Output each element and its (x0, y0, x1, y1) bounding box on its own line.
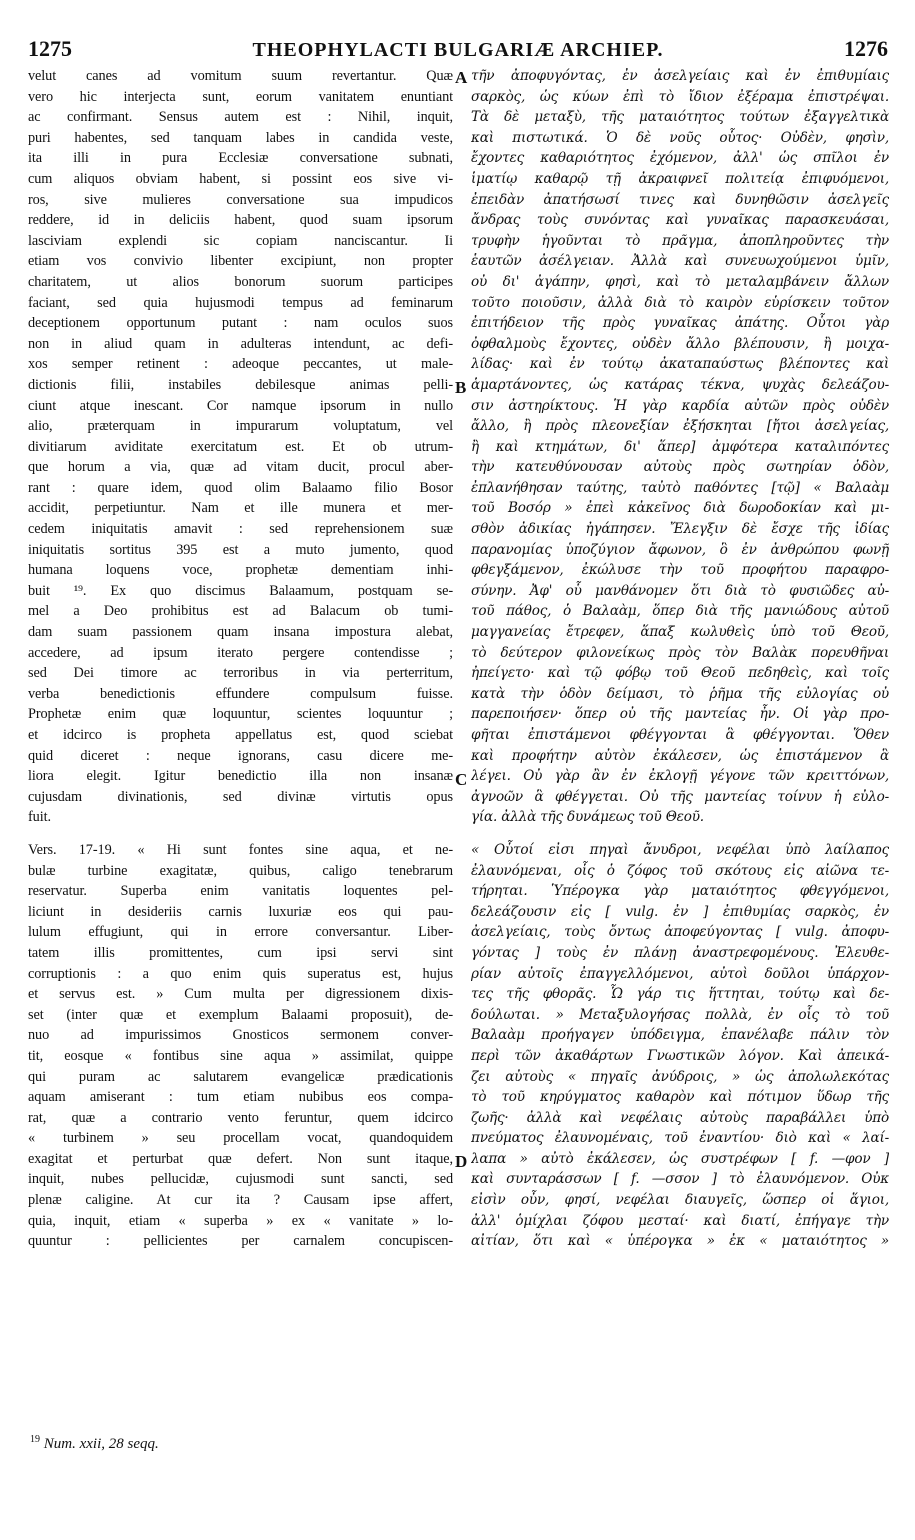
running-title: THEOPHYLACTI BULGARIÆ ARCHIEP. (252, 39, 664, 61)
text-line: καὶ προφήτην αὐτὸν ἐκάλεσεν, ὡς ἐπιστάμενον ἃ (471, 747, 889, 764)
text-line: Βαλαὰμ προήγαγεν ὑπόδειγμα, ἐπανέλαβε πάλιν τὸν (471, 1027, 889, 1044)
text-line: bulæ turbine exagitatæ, quibus, caligo tenebrarum (28, 862, 453, 879)
marker-b: B (455, 378, 467, 397)
text-line: λίδας· καὶ ἐν τούτῳ ἀκαταπαύστως βλέποντες καὶ (471, 356, 889, 373)
marker-a: A (455, 68, 468, 87)
text-line: dictionis filii, instabiles debilesque animas pelli- (28, 376, 453, 393)
text-line: λέγει. Οὐ γὰρ ἂν ἐν ἐκλογῇ γέγονε τῶν κρειττόνων, (471, 768, 889, 785)
text-line: set (inter quæ et exemplum Balaami proposuit), de- (28, 1006, 453, 1023)
text-line: παρεποιήσεν· ὅπερ οὐ τῆς μαντείας ἦν. Οἱ γὰρ προ- (471, 706, 889, 723)
text-line: σθὸν ἀδικίας ἠγάπησεν. Ἔλεγξιν δὲ ἔσχε τῆς ἰδίας (471, 521, 889, 538)
text-line: plenæ caligine. At cur ita ? Causam ipse affert, (28, 1192, 453, 1209)
text-line: τήρηται. Ὑπέρογκα γὰρ ματαιότητος φθεγγόμενοι, (471, 883, 889, 900)
text-line: ἁμαρτάνοντες, ὡς κατάρας τέκνα, ψυχὰς δελεάζου- (471, 376, 889, 393)
text-line: ἱματίῳ καθαρῷ τῇ ἀκραιφνεῖ πολιτείᾳ ἐπιφυόμενοι, (471, 170, 889, 187)
text-line: ἐπιτήδειον τῆς πρὸς γυναῖκας ἀπάτης. Οὗτοι γὰρ (471, 315, 889, 332)
text-line: ζει αὐτοὺς « πηγαῖς ἀνύδροις, » ὡς ἀπολωλεκότας (471, 1068, 889, 1085)
text-line: humana loquens voce, prophetæ dementiam inhi- (28, 562, 453, 579)
text-line: ἢ καὶ κτημάτων, δι' ἅπερ] ἀμφότερα καταλιπόντες (471, 438, 889, 455)
text-line: ita illi in pura Ecclesiæ conversatione subnati, (28, 150, 453, 167)
text-line: « turbinem » seu procellam vocat, quandoquidem (28, 1130, 453, 1147)
greek-column (471, 66, 889, 1486)
text-line: παρανομίας ὑποζύγιον ἄφωνον, ὃ ἐν ἀνθρώπου φωνῇ (471, 541, 889, 558)
text-columns (28, 66, 888, 1486)
text-line: qui puram ac salutarem evangelicæ prædicationis (28, 1068, 453, 1085)
text-line: nuo ad impurissimos Gnosticos sermonem conver- (28, 1027, 453, 1044)
footnote (30, 1434, 430, 1453)
text-line: exagitat et perturbat quæ defert. Non sunt itaque, (28, 1150, 453, 1167)
text-line: τῆν ἀποφυγόντας, ἐν ἀσελγείαις καὶ ἐν ἐπιθυμίαις (471, 68, 889, 84)
text-line: καὶ πιστωτικά. Ὁ δὲ νοῦς οὗτος· Οὐδὲν, φησὶν, (471, 129, 889, 146)
text-line: τρυφὴν ἡγοῦνται τὸ πρᾶγμα, ἀποπληροῦντες τὴν (471, 232, 889, 249)
text-line: fuit. (28, 809, 51, 826)
text-line: et servus est. » Cum multa per digressionem dixis- (28, 986, 453, 1003)
text-line: καὶ συνταράσσων [ f. —σσον ] τὸ ἐλαυνόμενον. Οὐκ (471, 1171, 889, 1188)
section-markers (453, 66, 471, 1486)
text-line: ἔχοντες καθαριότητος ἐχόμενον, ἀλλ' ὡς σπῖλοι ἐν (471, 150, 889, 167)
text-line: deceptionem opportunum putant : nam oculos suos (28, 315, 453, 332)
text-line: tit, eosque « fontibus sine aqua » assimilat, quippe (28, 1047, 453, 1064)
text-line: ἄλλο, ἢ πρὸς πλεονεξίαν ἐξήσκηται [ἤτοι ἀσελγείας, (471, 418, 889, 435)
text-line: quia, inquit, etiam « superba » ex « vanitate » lo- (28, 1212, 453, 1229)
text-line: τοῦ Βοσόρ » ἐπεὶ κἀκεῖνος διὰ δωροδοκίαν καὶ μι- (471, 500, 889, 517)
text-line: ἀγνοῶν ἃ φθέγγεται. Οὐ τῆς μαντείας τοίνυν ἡ εὐλο- (471, 788, 889, 805)
text-line: charitatem, ut alios bonorum suorum participes (28, 273, 453, 290)
text-line: γία. ἀλλὰ τῆς δυνάμεως τοῦ Θεοῦ. (471, 809, 704, 826)
text-line: σαρκὸς, ὡς κύων ἐπὶ τὸ ἴδιον ἐξέραμα ἐπιστρέψαι. (471, 88, 889, 105)
text-line: κατὰ τὴν ὁδὸν δείμασι, τὸ ῥῆμα τῆς εὐλογίας οὐ (471, 685, 889, 702)
text-line: Τὰ δὲ μεταξὺ, τῆς ματαιότητος τούτων ἐξαγγελτικὰ (471, 109, 889, 126)
footnote-text: Num. xxii, 28 seqq. (43, 1436, 159, 1452)
text-line: τοῦτο ποιοῦσιν, ἀλλὰ διὰ τὸ καιρὸν εὑρίσκειν τοῦτον (471, 294, 889, 311)
latin-column (28, 66, 453, 1486)
text-line: accedere, ad ipsum iterato pergere contendisse ; (28, 644, 453, 661)
text-line: γόντας ] τοὺς ἐν πλάνῃ ἀναστρεφομένους. Ἐλευθε- (471, 944, 889, 961)
text-line: « Οὗτοί εἰσι πηγαὶ ἄνυδροι, νεφέλαι ὑπὸ λαίλαπος (471, 841, 889, 858)
text-line: aquam amiserant : tum etiam nubibus eos compa- (28, 1089, 453, 1106)
text-line: ἑαυτῶν ἀσέλγειαν. Ἀλλὰ καὶ συνευωχούμενοι ὑμῖν, (471, 253, 889, 270)
running-header (28, 36, 888, 66)
text-line: ac confirmant. Sensus autem est : Nihil, inquit, (28, 109, 453, 126)
text-line: reservatur. Superba enim vanitatis loquentes pel- (28, 883, 453, 900)
text-line: mel a Deo prohibitus est ad Balacum ob tumi- (28, 603, 453, 620)
text-line: οὐ δι' ἀγάπην, φησὶ, καὶ τὸ μεταλαμβάνειν ἄλλων (471, 273, 889, 290)
text-line: μαγγανείας ἔτρεφεν, ἅπαξ κωλυθεὶς ὑπὸ τοῦ Θεοῦ, (471, 624, 889, 641)
text-line: Prophetæ enim quæ loquuntur, scientes loquuntur ; (28, 706, 453, 723)
page-number-left: 1275 (28, 36, 72, 61)
text-line: reddere, id in deliciis habent, quod suam ipsorum (28, 212, 453, 229)
text-line: corruptionis : a quo enim quis superatus est, hujus (28, 965, 453, 982)
text-line: et idcirco is propheta appellatus est, quod sciebat (28, 727, 453, 743)
text-line: σιν ἀστηρίκτους. Ἡ γὰρ καρδία αὐτῶν πρὸς οὐδὲν (471, 397, 889, 414)
text-line: quid diceret : neque ignorans, casu dicere me- (28, 747, 453, 764)
text-line: ἀσελγείαις, τοὺς ὄντως ἀποφεύγοντας [ vulg. ἀποφυ- (471, 924, 889, 941)
text-line: accidit, perpetiuntur. Nam et ille munera et mer- (28, 500, 453, 517)
text-line: cum aliquos obviam habent, si possint eos sive vi- (28, 170, 453, 187)
text-line: ἐπειδὰν ἀπατήσωσί τινες καὶ δυνηθῶσιν ἀσελγεῖς (471, 191, 889, 208)
text-line: Vers. 17-19. « Hi sunt fontes sine aqua, et ne- (28, 841, 453, 858)
text-line: verba benedictionis effundere compulsum fuisse. (28, 685, 453, 702)
text-line: τοῦ πάθος, ὁ Βαλαὰμ, ὅπερ διὰ τῆς μανιώδους αὐτοῦ (471, 603, 889, 620)
text-line: etiam vos convivio libenter excipiunt, non propter (28, 253, 453, 270)
text-line: puri habentes, sed tanquam labes in candida veste, (28, 129, 453, 146)
text-line: quuntur : pellicientes per carnalem concupiscen- (28, 1233, 453, 1250)
text-line: rant : quare idem, quod olim Balaamo filio Bosor (28, 479, 453, 496)
text-line: τὸ τοῦ κηρύγματος καθαρὸν καὶ πότιμον ὕδωρ τῆς (471, 1089, 889, 1106)
page-number-right: 1276 (844, 36, 888, 61)
text-line: τὴν κατευθύνουσαν αὐτοὺς πρὸς σωτηρίαν ὁδὸν, (471, 459, 889, 476)
marker-c: C (455, 770, 468, 789)
text-line: περὶ τῶν ἀκαθάρτων Γνωστικῶν λόγον. Καὶ ἀπεικά- (471, 1047, 889, 1064)
text-line: λαπα » αὐτὸ ἐκάλεσεν, ὡς συστρέφων [ f. —φον ] (471, 1150, 889, 1167)
text-line: πνεύματος ἐλαυνομέναις, τοῦ ἐναντίου· διὸ καὶ « λαί- (471, 1130, 889, 1147)
text-line: inquit, nubes pellucidæ, cujusmodi sunt sancti, sed (28, 1171, 453, 1188)
text-line: tatem illis promittentes, cum ipsi servi sint (28, 944, 453, 961)
text-line: ciunt atque inescant. Cor namque ipsorum in nullo (28, 397, 453, 414)
text-line: lasciviam explendi sic copiam nanciscantur. Ii (28, 232, 453, 249)
text-line: ἐπλανήθησαν ταύτης, ταὐτὸ παθόντες [τῷ] « Βαλαὰμ (471, 479, 889, 496)
text-line: ὀφθαλμοὺς ἔχοντες, οὐδὲν ἄλλο βλέπουσιν, ἢ μοιχα- (471, 335, 889, 352)
text-line: ρίαν αὐτοῖς ἐπαγγελλόμενοι, αὐτοὶ δοῦλοι ὑπάρχον- (471, 965, 889, 982)
text-line: liciunt in desideriis carnis luxuriæ eos qui pau- (28, 903, 453, 920)
text-line: faciant, sed quia hujusmodi tempus ad feminarum (28, 294, 453, 311)
text-line: divitiarum aviditate exercitatum est. Et ob utrum- (28, 438, 453, 455)
text-line: ἄνδρας τοὺς συνόντας καὶ γυναῖκας παρασκευάσαι, (471, 212, 889, 229)
text-line: que horum a via, quæ ad vitam ducit, procul aber- (28, 459, 453, 476)
text-line: dam suam passionem quam insana impostura alebat, (28, 624, 453, 641)
text-line: sed Dei timore ac terroribus in via perterritum, (28, 665, 453, 682)
text-line: velut canes ad vomitum suum revertantur. Quæ (28, 68, 453, 84)
text-line: δελεάζουσιν εἰς [ vulg. ἐν ] ἐπιθυμίας σαρκὸς, ἐν (471, 903, 889, 920)
text-line: σύνην. Ἀφ' οὗ μανθάνομεν ὅτι διὰ τὸ φυσιῶδες αὐ- (471, 582, 889, 599)
text-line: ἀλλ' ὁμίχλαι ζόφου μεσταί· καὶ διατί, ἐπήγαγε τὴν (471, 1212, 889, 1229)
footnote-number: 19 (30, 1434, 40, 1445)
text-line: liora elegit. Igitur benedictio illa non insanæ (28, 768, 453, 785)
text-line: φθεγξάμενον, ἐκώλυσε τὴν τοῦ προφήτου παραφρο- (471, 562, 889, 579)
text-line: cujusdam divinationis, sed divinæ virtutis opus (28, 788, 453, 805)
marker-d: D (455, 1152, 468, 1171)
text-line: ἠπείγετο· καὶ τῷ φόβῳ τοῦ Θεοῦ πεδηθεὶς, καὶ τοῖς (471, 665, 889, 682)
text-line: iniquitatis sortitus 395 est a muto jumento, quod (28, 541, 453, 558)
text-line: εἰσὶν οὖν, φησί, νεφέλαι διαυγεῖς, ὥσπερ οἱ ἅγιοι, (471, 1192, 889, 1209)
text-line: rat, quæ a contrario vento feruntur, quem idcirco (28, 1109, 453, 1126)
text-line: vero hic interjecta sunt, eorum vanitatem enuntiant (28, 88, 453, 105)
text-line: τὸ δεύτερον φιλονείκως πρὸς τὸν Βαλὰκ πορευθῆναι (471, 644, 889, 661)
text-line: cedem iniquitatis amavit : sed reprehensionem suæ (28, 521, 453, 538)
text-line: buit ¹⁹. Ex quo discimus Balaamum, postquam se- (28, 582, 453, 599)
text-line: τες τῆς φθορᾶς. Ὧ γάρ τις ἥττηται, τούτῳ καὶ δε- (471, 986, 889, 1003)
text-line: ἐλαυνόμεναι, οἷς ὁ ζόφος τοῦ σκότους εἰς αἰῶνα τε- (471, 862, 889, 879)
text-line: ζωῆς· ἀλλὰ καὶ νεφέλαις αὐτοὺς παραβάλλει ὑπὸ (471, 1109, 889, 1126)
text-line: non in aliud quam in adulteras intendunt, ac defi- (28, 335, 453, 352)
text-line: φῆται ἐπιστάμενοι φθέγγονται ἃ φθέγγονται. Ὅθεν (471, 727, 889, 743)
text-line: δούλωται. » Μεταξυλογήσας πολλὰ, ἐν οἷς τὸ τοῦ (471, 1006, 889, 1023)
text-line: αἰτίαν, ὅτι καὶ « ὑπέρογκα » ἐκ « ματαιότητος » (471, 1233, 889, 1250)
text-line: ros, sive mulieres conversatione sua impudicos (28, 191, 453, 208)
text-line: xos semper retinent : adeoque peccantes, ut male- (28, 356, 453, 373)
text-line: lulum effugiunt, qui in errore conversantur. Liber- (28, 924, 453, 941)
text-line: alio, præterquam in impurarum voluptatum, vel (28, 418, 453, 435)
